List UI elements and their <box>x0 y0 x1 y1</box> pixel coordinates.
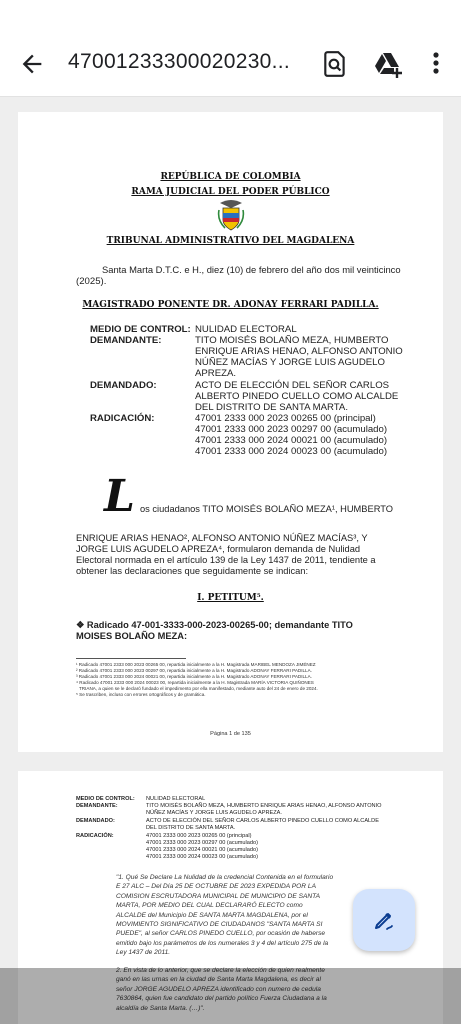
demandante-line: TITO MOISÉS BOLAÑO MEZA, HUMBERTO ENRIQUE ARIAS HENAO, ALFONSO ANTONIO <box>146 803 382 809</box>
quote-line: COMISION ESCRUTADORA MUNICIPAL DE MUNICIPIO DE SANTA <box>116 892 321 900</box>
arrow-back-icon[interactable] <box>18 50 46 78</box>
quote-line: MOVIMIENTO SIGNIFICATIVO DE CIUDADANOS "SANTA MARTA SI <box>116 921 323 928</box>
radicacion-label: RADICACIÓN: <box>76 833 114 839</box>
quote-line: ganó en las urnas en la ciudad de Santa Marta Magdalena, es decir al <box>116 976 321 984</box>
body-line: obtener las declaraciones que seguidamente se indican: <box>76 566 309 576</box>
quote-line: 2. En vista de lo anterior, que se declare la elección de quien realmente <box>116 967 325 974</box>
demandante-line: TITO MOISÉS BOLAÑO MEZA, HUMBERTO <box>195 335 389 346</box>
radicacion-line: 47001 2333 000 2024 00021 00 (acumulado) <box>195 435 388 446</box>
document-page-1 <box>18 112 443 752</box>
footnote: ³ Radicado 47001 2333 000 2024 00021 00, repartida inicialmente a la H. Magistrado ADONAY FERRARI PADILLA. <box>76 674 312 679</box>
demandante-line: ENRIQUE ARIAS HENAO, ALFONSO ANTONIO <box>195 346 403 357</box>
radicacion-line: 47001 2333 000 2024 00023 00 (acumulado) <box>146 854 258 860</box>
quote-line: "1. Qué Se Declare La Nulidad de la credencial Contenida en el formulario <box>116 874 334 881</box>
branch-heading: RAMA JUDICIAL DEL PODER PÚBLICO <box>131 187 330 197</box>
footnote: TRIANA, a quien se le declaró fundado el impedimento por ella manifestado, mediante auto del 24 de enero de 2024. <box>79 686 318 691</box>
date-line-2: (2025). <box>76 276 107 287</box>
republic-heading: REPÚBLICA DE COLOMBIA <box>160 172 301 182</box>
body-first-line: os ciudadanos TITO MOISÉS BOLAÑO MEZA¹, HUMBERTO <box>140 504 393 514</box>
demandante-label: DEMANDANTE: <box>90 335 162 346</box>
body-line: Electoral normada en el artículo 139 de la Ley 1437 de 2011, tendiente a <box>76 555 376 565</box>
radicacion-line: 47001 2333 000 2023 00297 00 (acumulado) <box>195 424 388 435</box>
radicado-line-1: ❖ Radicado 47-001-3333-000-2023-00265-00; demandante TITO <box>76 620 353 630</box>
quote-line: E 27 ALC – Del Día 25 DE OCTUBRE DE 2023 EXPEDIDA POR LA <box>116 883 316 891</box>
medio-de-control-label: MEDIO DE CONTROL: <box>90 324 191 335</box>
petitum-heading: I. PETITUM⁵. <box>197 593 264 603</box>
quote-line: 7630864, quien fue candidato del partido político Fuerza Ciudadana a la <box>116 995 327 1003</box>
medio-de-control-value: NULIDAD ELECTORAL <box>195 324 297 335</box>
medio-de-control-label: MEDIO DE CONTROL: <box>76 796 135 802</box>
demandado-line: DEL DISTRITO DE SANTA MARTA. <box>146 825 236 831</box>
more-vert-icon[interactable] <box>426 50 446 78</box>
radicacion-line: 47001 2333 000 2024 00023 00 (acumulado) <box>195 446 388 457</box>
radicacion-line: 47001 2333 000 2023 00265 00 (principal) <box>195 413 376 424</box>
search-in-document-icon[interactable] <box>322 50 348 78</box>
document-title: 47001233300020230... <box>68 50 291 73</box>
radicacion-line: 47001 2333 000 2023 00265 00 (principal) <box>146 833 252 839</box>
page-number: Página 1 de 135 <box>210 731 251 737</box>
annotate-fab-button[interactable] <box>353 889 415 951</box>
footnote: ⁵ Se trascriben, incluso con errores ortográficos y de gramática. <box>76 692 206 697</box>
body-line: ENRIQUE ARIAS HENAO², ALFONSO ANTONIO NÚÑEZ MACÍAS³, Y <box>76 533 368 543</box>
app-bar <box>0 0 461 97</box>
quote-line: ALCALDE del Municipio DE SANTA MARTA MAGDALENA, por el <box>116 911 308 919</box>
demandado-line: ALBERTO PINEDO CUELLO COMO ALCALDE <box>195 391 399 402</box>
radicacion-label: RADICACIÓN: <box>90 413 155 424</box>
coat-of-arms-emblem <box>217 200 245 232</box>
magistrate-heading: MAGISTRADO PONENTE DR. ADONAY FERRARI PADILLA. <box>82 300 379 310</box>
bottom-shade-overlay <box>0 968 461 1024</box>
quote-line: Ley 1437 de 2011. <box>116 949 171 957</box>
radicacion-line: 47001 2333 000 2023 00297 00 (acumulado) <box>146 840 258 846</box>
footnote: ⁴ Radicado 47001 2333 000 2024 00023 00, repartida inicialmente a la H. Magistrada MARÍA VICTORIA QUIÑONES <box>76 680 314 685</box>
radicacion-line: 47001 2333 000 2024 00021 00 (acumulado) <box>146 847 258 853</box>
demandante-line: APREZA. <box>195 368 237 379</box>
footnote-divider <box>76 658 186 659</box>
tribunal-heading: TRIBUNAL ADMINISTRATIVO DEL MAGDALENA <box>106 236 355 246</box>
footnote: ¹ Radicado 47001 2333 000 2023 00265 00, repartida inicialmente a la H. Magistrada MARIBEL MENDOZA JIMÉNEZ <box>76 662 316 667</box>
drop-cap-letter: L <box>104 471 135 522</box>
quote-line: alcaldía de Santa Marta. (…)". <box>116 1004 205 1012</box>
quote-line: señor JORGE AGUDELO APREZA identificado con numero de cedula <box>116 985 321 993</box>
quote-line: PUEDE", al señor CARLOS PINEDO CUELLO, por ocasión de haberse <box>116 930 326 938</box>
date-line-1: Santa Marta D.T.C. e H., diez (10) de febrero del año dos mil veinticinco <box>102 264 401 275</box>
body-line: JORGE LUIS AGUDELO APREZA⁴, formularon demanda de Nulidad <box>76 544 361 554</box>
demandado-label: DEMANDADO: <box>90 380 157 391</box>
demandante-line: NÚÑEZ MACÍAS Y JORGE LUIS AGUDELO APREZA. <box>146 810 282 816</box>
demandado-line: ACTO DE ELECCIÓN DEL SEÑOR CARLOS <box>195 380 390 391</box>
demandado-line: ACTO DE ELECCIÓN DEL SEÑOR CARLOS ALBERTO PINEDO CUELLO COMO ALCALDE <box>146 818 379 824</box>
add-to-drive-icon[interactable] <box>374 50 404 78</box>
demandado-label: DEMANDADO: <box>76 818 115 824</box>
demandante-line: NÚÑEZ MACÍAS Y JORGE LUIS AGUDELO <box>195 357 385 368</box>
medio-de-control-value: NULIDAD ELECTORAL <box>146 796 206 802</box>
edit-annotate-icon <box>372 908 396 932</box>
footnote: ² Radicado 47001 2333 000 2023 00297 00, repartida inicialmente a la H. Magistrado ADONAY FERRARI PADILLA. <box>76 668 312 673</box>
quote-line: emitido bajo los parámetros de los numerales 3 y 4 del artículo 275 de la <box>116 939 329 947</box>
quote-line: MARTA, POR MEDIO DEL CUAL DECLARARÓ ELECTO como <box>116 902 303 910</box>
demandado-line: DEL DISTRITO DE SANTA MARTA. <box>195 402 348 413</box>
radicado-line-2: MOISES BOLAÑO MEZA: <box>76 631 188 641</box>
demandante-label: DEMANDANTE: <box>76 803 118 809</box>
